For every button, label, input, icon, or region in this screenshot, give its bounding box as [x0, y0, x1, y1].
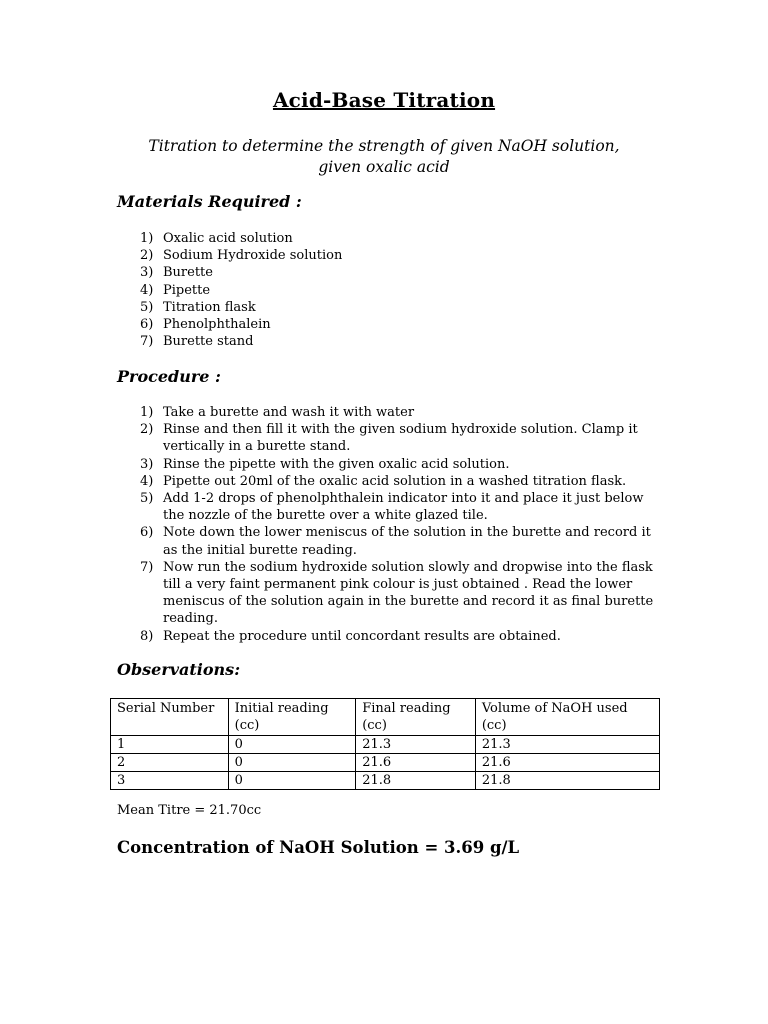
column-header: Volume of NaOH used (cc) — [475, 699, 659, 736]
table-cell: 0 — [228, 772, 356, 790]
list-item: 6) Phenolphthalein — [140, 317, 271, 333]
procedure-list — [140, 404, 660, 645]
list-item: 4) Pipette — [140, 282, 211, 298]
list-item: 5) Add 1-2 drops of phenolphthalein indicator into it and place it just below the nozzle of the burette over a white glazed tile. — [140, 491, 644, 524]
mean-titre: Mean Titre = 21.70cc — [117, 803, 262, 818]
list-item: 4) Pipette out 20ml of the oxalic acid solution in a washed titration flask. — [140, 473, 627, 489]
naoh-concentration: Concentration of NaOH Solution = 3.69 g/L — [117, 838, 520, 857]
list-item: 2) Rinse and then fill it with the given sodium hydroxide solution. Clamp it vertically in a burette stand. — [140, 422, 638, 455]
table-cell: 21.3 — [356, 736, 476, 754]
table-row — [111, 754, 660, 772]
column-header: Final reading (cc) — [356, 699, 476, 736]
materials-heading: Materials Required : — [117, 192, 302, 211]
table-header-row — [111, 699, 660, 736]
table-cell: 0 — [228, 754, 356, 772]
table-cell: 3 — [111, 772, 229, 790]
list-item: 2) Sodium Hydroxide solution — [140, 248, 343, 264]
page-title: Acid-Base Titration — [272, 88, 496, 112]
table-cell: 2 — [111, 754, 229, 772]
list-item: 5) Titration flask — [140, 299, 256, 315]
list-item: 7) Now run the sodium hydroxide solution slowly and dropwise into the flask till a very faint permanent pink colour is just obtained . Read the lower meniscus of the solution again in the burette and record it as final burette reading. — [140, 559, 654, 627]
table-cell: 21.3 — [475, 736, 659, 754]
table-cell: 0 — [228, 736, 356, 754]
list-item: 7) Burette stand — [140, 334, 254, 350]
table-cell: 1 — [111, 736, 229, 754]
list-item: 8) Repeat the procedure until concordant results are obtained. — [140, 628, 561, 644]
list-item: 3) Rinse the pipette with the given oxalic acid solution. — [140, 456, 510, 472]
table-row — [111, 736, 660, 754]
column-header: Serial Number — [111, 699, 229, 736]
observations-table — [110, 698, 660, 790]
column-header: Initial reading (cc) — [228, 699, 356, 736]
page-subtitle: Titration to determine the strength of given NaOH solution, given oxalic acid — [148, 137, 620, 176]
table-cell: 21.8 — [475, 772, 659, 790]
table-cell: 21.6 — [475, 754, 659, 772]
procedure-heading: Procedure : — [117, 367, 221, 386]
list-item: 1) Oxalic acid solution — [140, 231, 293, 246]
table-row — [111, 772, 660, 790]
table-cell: 21.8 — [356, 772, 476, 790]
materials-list — [140, 230, 660, 350]
list-item: 1) Take a burette and wash it with water — [140, 405, 415, 420]
list-item: 6) Note down the lower meniscus of the solution in the burette and record it as the initial burette reading. — [140, 525, 651, 558]
observations-heading: Observations: — [117, 660, 241, 679]
list-item: 3) Burette — [140, 265, 213, 281]
table-cell: 21.6 — [356, 754, 476, 772]
